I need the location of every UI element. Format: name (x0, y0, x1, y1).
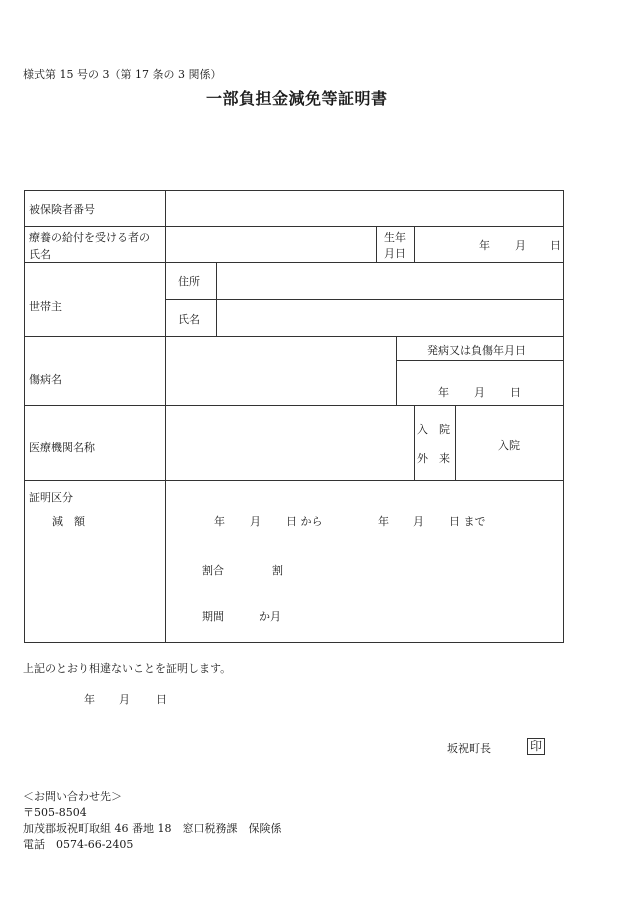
cert-day-label: 日 (156, 693, 167, 706)
from-year-label: 年 (214, 515, 225, 528)
address-label: 住所 (178, 275, 200, 288)
ratio-label: 割合 (202, 564, 224, 577)
from-day-label: 日 から (286, 515, 323, 528)
institution-field[interactable] (168, 408, 412, 478)
from-month-label: 月 (250, 515, 261, 528)
address-field[interactable] (219, 265, 561, 297)
onset-year-label: 年 (438, 386, 449, 399)
form-number: 様式第 15 号の 3（第 17 条の 3 関係） (23, 68, 222, 81)
to-day-label: 日 まで (449, 515, 486, 528)
reduction-label: 減 額 (52, 515, 85, 528)
contact-address: 加茂郡坂祝町取組 46 番地 18 窓口税務課 保険係 (23, 822, 282, 835)
seal-mark: 印 (527, 738, 545, 755)
recipient-name-label-line2: 氏名 (29, 248, 51, 261)
certification-text: 上記のとおり相違ないことを証明します。 (23, 662, 232, 675)
to-month-label: 月 (413, 515, 424, 528)
recipient-name-label-line1: 療養の給付を受ける者の (29, 231, 150, 244)
recipient-name-field[interactable] (168, 229, 373, 260)
category-label: 証明区分 (29, 491, 73, 504)
to-year-label: 年 (378, 515, 389, 528)
onset-date-label: 発病又は負傷年月日 (427, 344, 526, 357)
outpatient-option[interactable]: 外 来 (417, 452, 450, 465)
birth-year-label: 年 (479, 239, 490, 252)
birth-label-line2: 月日 (384, 247, 406, 260)
household-head-name-label: 氏名 (178, 313, 200, 326)
page-title: 一部負担金減免等証明書 (206, 89, 388, 108)
ratio-unit-label: 割 (272, 564, 283, 577)
onset-month-label: 月 (474, 386, 485, 399)
insured-number-field[interactable] (168, 193, 560, 224)
mayor-label: 坂祝町長 (447, 742, 491, 755)
birth-day-label: 日 (550, 239, 561, 252)
contact-phone: 電話 0574-66-2405 (23, 838, 134, 851)
birth-month-label: 月 (515, 239, 526, 252)
period-unit-label: か月 (259, 610, 281, 623)
birth-label-line1: 生年 (384, 231, 406, 244)
admission-label: 入院 (498, 439, 520, 452)
household-head-label: 世帯主 (29, 300, 62, 313)
insured-number-label: 被保険者番号 (29, 203, 95, 216)
disease-field[interactable] (168, 339, 394, 403)
cert-year-label: 年 (84, 693, 95, 706)
household-head-name-field[interactable] (219, 302, 561, 334)
disease-label: 傷病名 (29, 373, 62, 386)
onset-day-label: 日 (510, 386, 521, 399)
inpatient-option[interactable]: 入 院 (417, 423, 450, 436)
institution-label: 医療機関名称 (29, 441, 95, 454)
period-label: 期間 (202, 610, 224, 623)
cert-month-label: 月 (119, 693, 130, 706)
contact-postal: 〒505-8504 (23, 806, 87, 819)
contact-heading: ＜お問い合わせ先＞ (23, 790, 122, 803)
